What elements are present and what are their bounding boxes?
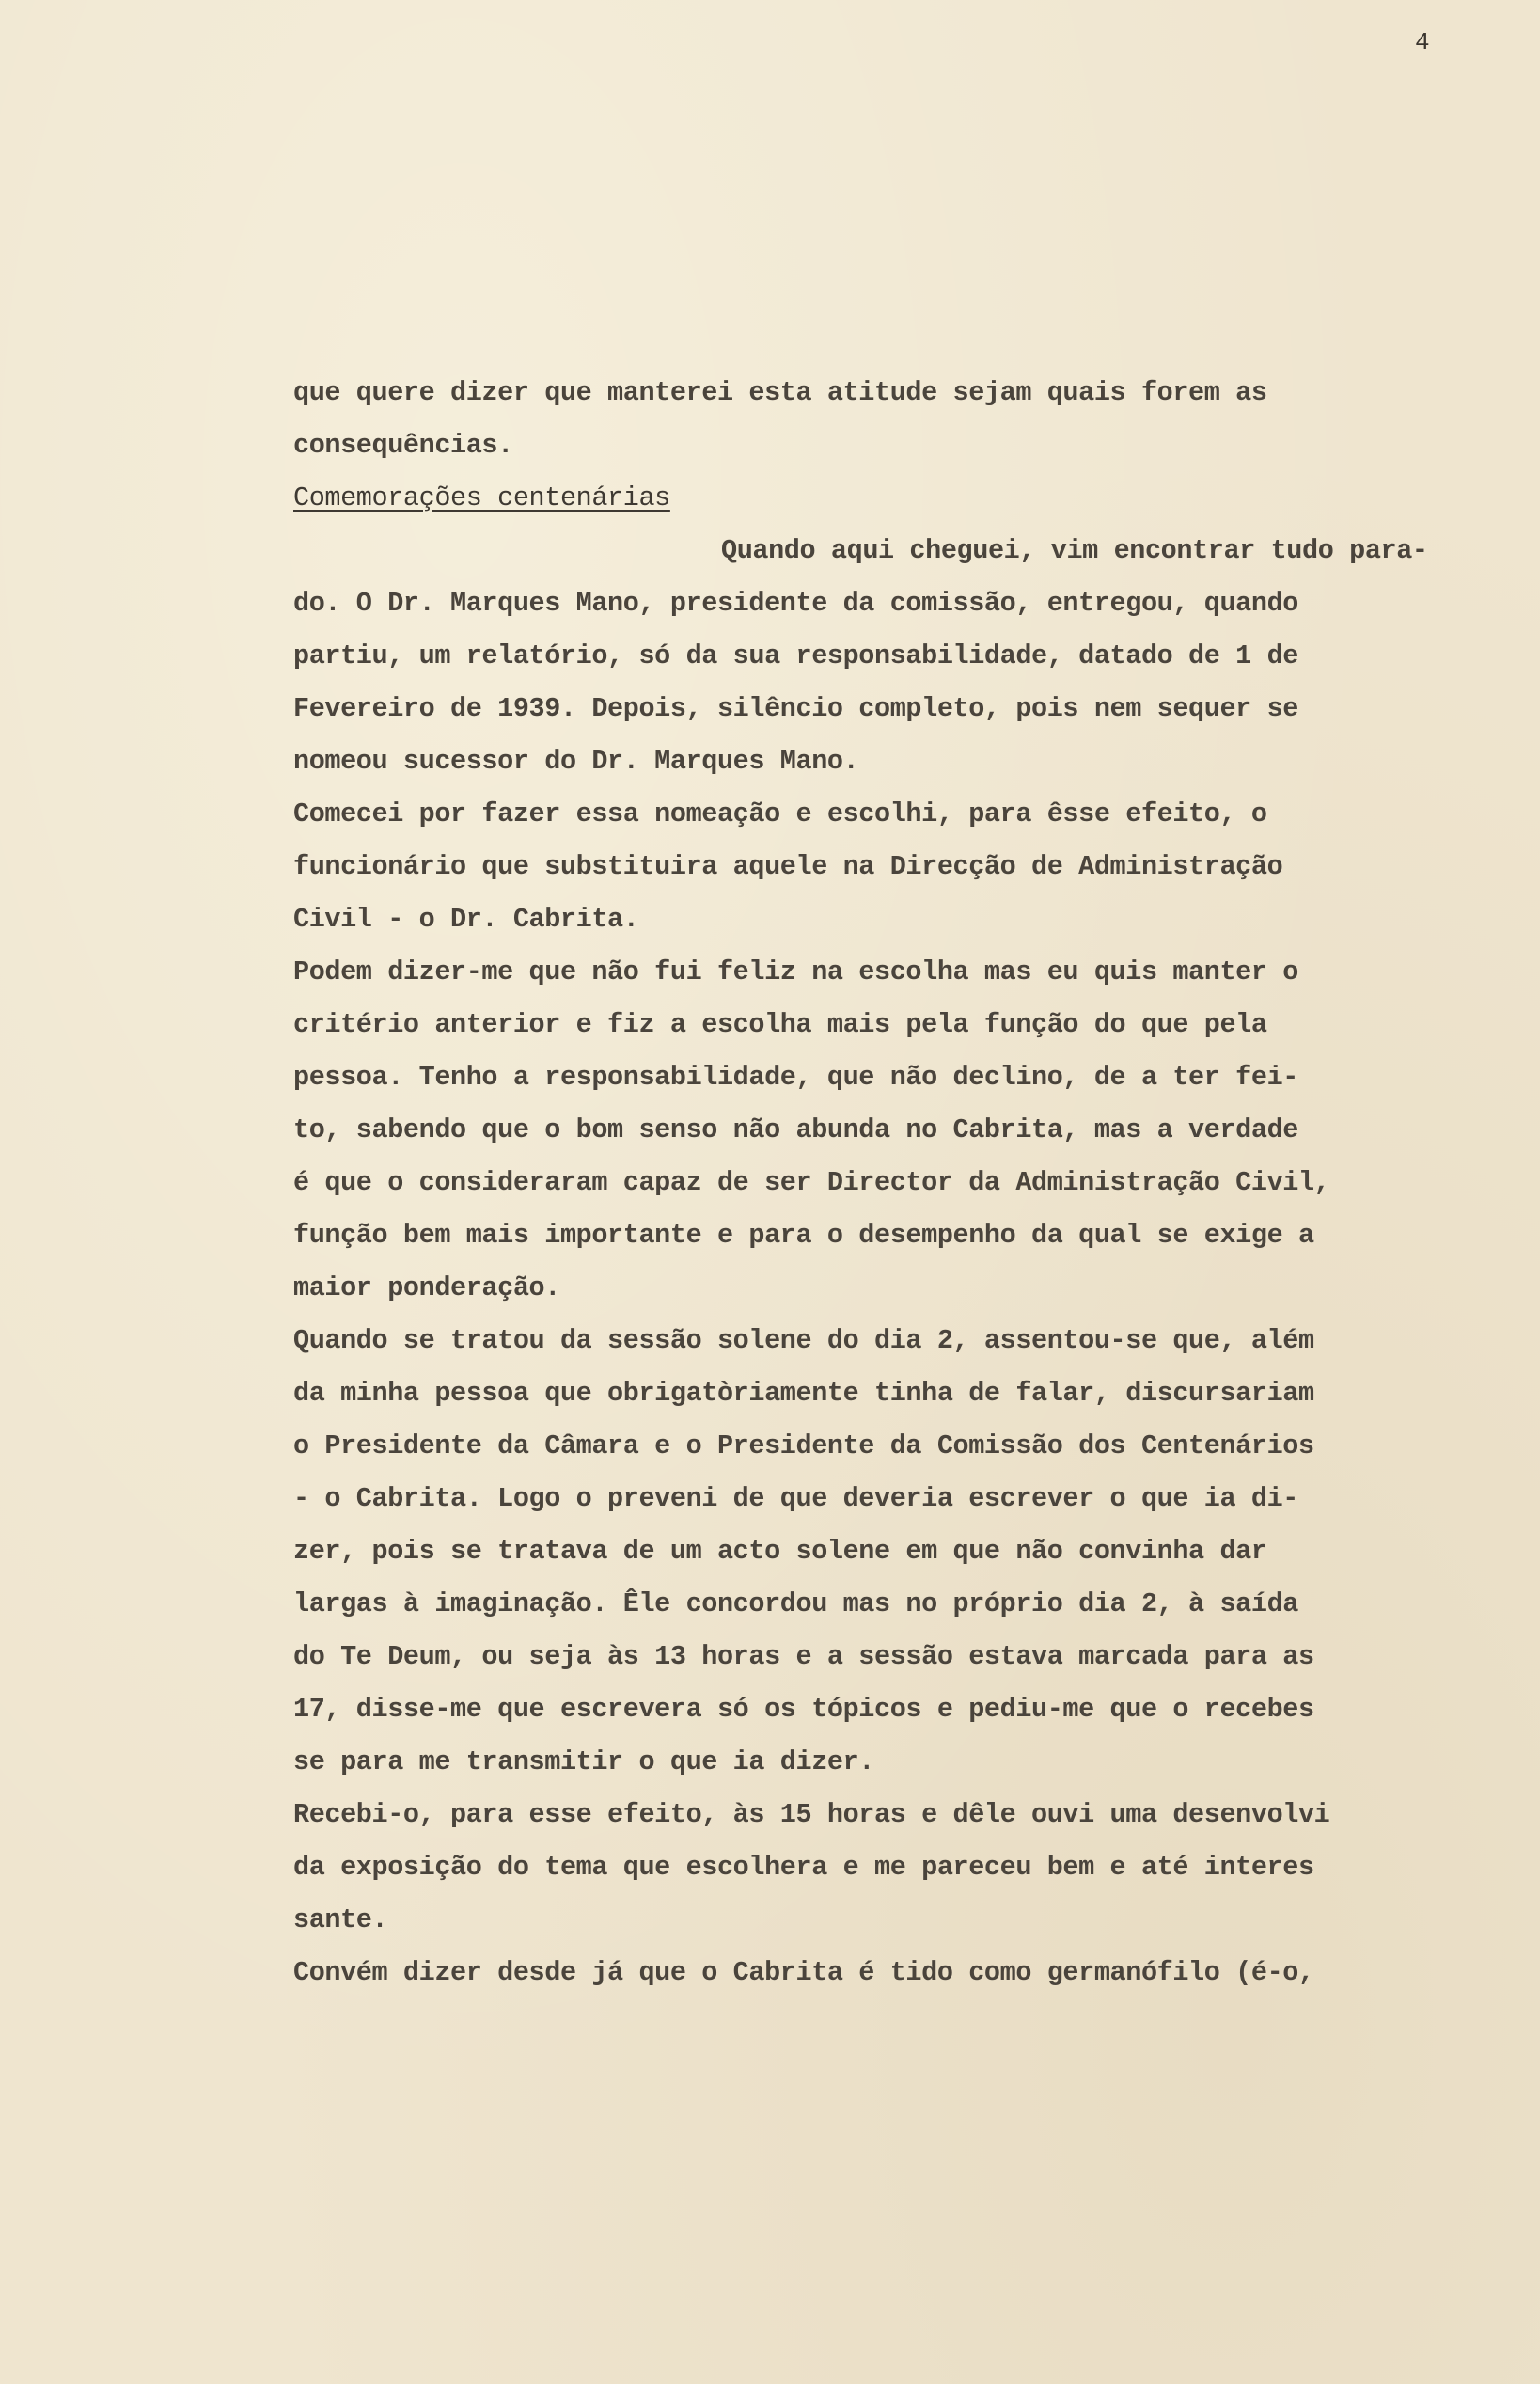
paragraph [293,788,1520,946]
text-line: maior ponderação. [293,1272,560,1303]
text-line: critério anterior e fiz a escolha mais pela função do que pela [293,1009,1267,1040]
text-line: Quando aqui cheguei, vim encontrar tudo para- [721,535,1428,566]
paragraph [293,367,1520,472]
text-line: Recebi-o, para esse efeito, às 15 horas e dêle ouvi uma desenvolvi [293,1799,1330,1830]
text-line: Quando se tratou da sessão solene do dia 2, assentou-se que, além [293,1325,1314,1356]
text-line: partiu, um relatório, só da sua responsabilidade, datado de 1 de [293,640,1298,671]
text-line: - o Cabrita. Logo o preveni de que deveria escrever o que ia di- [293,1483,1298,1514]
document-body [293,367,1520,1999]
paragraph [293,525,1520,788]
text-line: da exposição do tema que escolhera e me pareceu bem e até interes [293,1852,1314,1883]
paragraph [293,1315,1520,1789]
text-line: zer, pois se tratava de um acto solene em que não convinha dar [293,1536,1267,1567]
text-line: 17, disse-me que escrevera só os tópicos e pediu-me que o recebes [293,1694,1314,1725]
paragraph [293,1947,1520,1999]
text-line: função bem mais importante e para o desempenho da qual se exige a [293,1220,1314,1251]
text-line: da minha pessoa que obrigatòriamente tinha de falar, discursariam [293,1378,1314,1409]
text-line: é que o consideraram capaz de ser Director da Administração Civil, [293,1167,1330,1198]
text-line: funcionário que substituira aquele na Direcção de Administração [293,851,1283,882]
text-line: do Te Deum, ou seja às 13 horas e a sessão estava marcada para as [293,1641,1314,1672]
text-line: do. O Dr. Marques Mano, presidente da comissão, entregou, quando [293,588,1298,619]
text-line: largas à imaginação. Êle concordou mas no próprio dia 2, à saída [293,1588,1298,1619]
text-line: o Presidente da Câmara e o Presidente da Comissão dos Centenários [293,1430,1314,1461]
section-heading [293,472,1520,525]
paragraph [293,946,1520,1315]
text-line: Podem dizer-me que não fui feliz na escolha mas eu quis manter o [293,956,1298,987]
text-line: pessoa. Tenho a responsabilidade, que não declino, de a ter fei- [293,1062,1298,1093]
text-line: sante. [293,1904,388,1935]
text-line: to, sabendo que o bom senso não abunda no Cabrita, mas a verdade [293,1114,1298,1145]
text-line: Fevereiro de 1939. Depois, silêncio completo, pois nem sequer se [293,693,1298,724]
text-line: se para me transmitir o que ia dizer. [293,1746,875,1777]
text-line: Civil - o Dr. Cabrita. [293,904,639,935]
text-line: nomeou sucessor do Dr. Marques Mano. [293,746,859,777]
text-line: Convém dizer desde já que o Cabrita é tido como germanófilo (é-o, [293,1957,1314,1988]
text-line: que quere dizer que manterei esta atitude sejam quais forem as [293,377,1267,408]
paragraph [293,1789,1520,1947]
text-line: consequências. [293,430,513,461]
text-line: Comecei por fazer essa nomeação e escolhi, para êsse efeito, o [293,798,1267,829]
page-number: 4 [1415,28,1430,56]
section-heading-text: Comemorações centenárias [293,482,670,513]
